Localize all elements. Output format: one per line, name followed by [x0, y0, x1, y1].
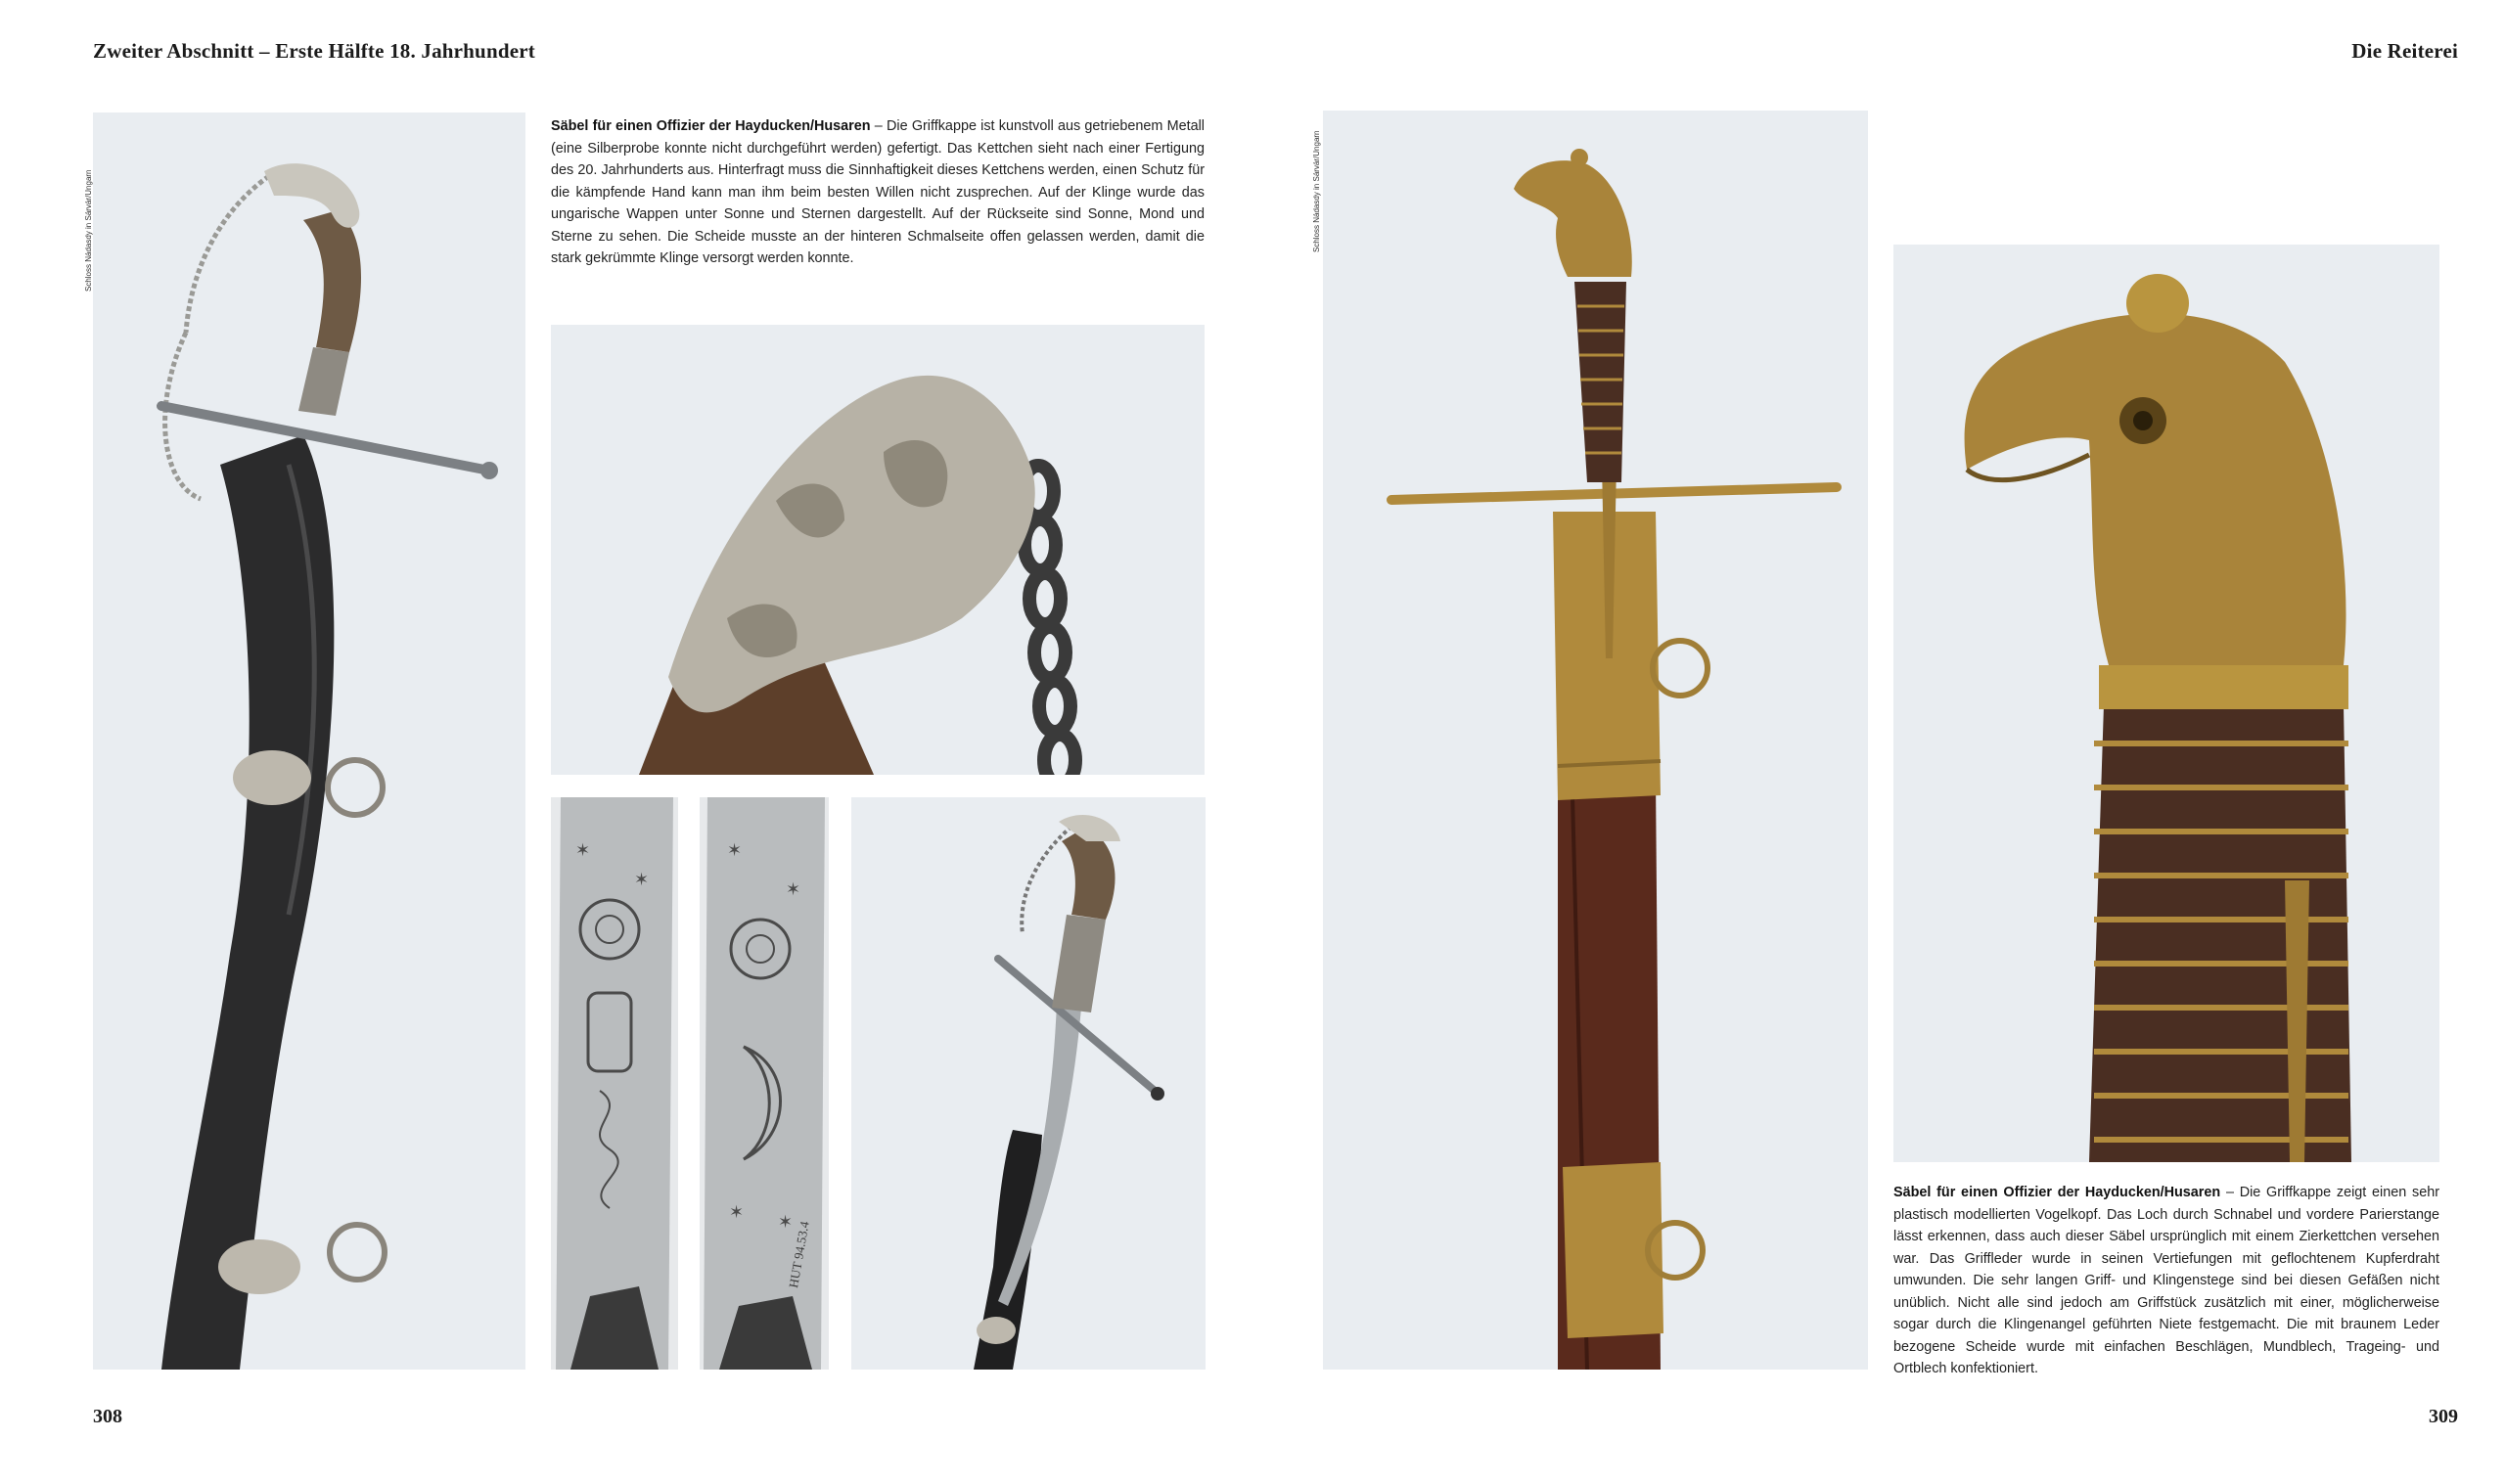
svg-text:✶: ✶	[727, 840, 743, 860]
svg-text:✶: ✶	[786, 879, 801, 899]
photo-saber-full	[93, 112, 525, 1370]
eagle-head-detail-illustration	[1893, 245, 2439, 1162]
photo-pommel-detail	[551, 325, 1205, 775]
photo-eagle-head-detail	[1893, 245, 2439, 1162]
caption-left-body: – Die Griffkappe ist kunstvoll aus getriebenem Metall (eine Silberprobe konnte nicht durchgeführt werden) gefertigt. Das Kettchen sieht nach einer Fertigung des 20. Jahrhunderts aus. Hinterfragt muss die Sinnhaftigkeit dieses Kettchens werden, einen Schutz für die kämpfende Hand kann man ihm beim besten Willen nicht zusprechen. Auf der Klinge wurde das ungarische Wappen unter Sonne und Sternen dargestellt. Auf der Rückseite sind Sonne, Mond und Sterne zu sehen. Die Scheide musste an der hinteren Schmalseite offen gelassen werden, damit die stark gekrümmte Klinge versorgt werden konnte.	[551, 118, 1205, 266]
pommel-detail-illustration	[551, 325, 1205, 775]
photo-blade-engraving-back	[700, 797, 829, 1370]
running-head-right: Die Reiterei	[2351, 39, 2458, 63]
running-head-left: Zweiter Abschnitt – Erste Hälfte 18. Jahrhundert	[93, 39, 535, 63]
photo-saber-drawn	[851, 797, 1206, 1370]
caption-left-title: Säbel für einen Offizier der Hayducken/Husaren	[551, 118, 871, 134]
caption-left	[551, 115, 1205, 270]
svg-text:✶: ✶	[634, 870, 650, 889]
blade-front-illustration	[551, 797, 678, 1370]
photo-credit-left: Schloss Nádasdy in Sárvár/Ungarn	[84, 169, 93, 292]
page-number-right: 309	[2429, 1406, 2458, 1427]
svg-text:✶: ✶	[575, 840, 591, 860]
svg-text:✶: ✶	[729, 1202, 745, 1222]
saber-drawn-illustration	[851, 797, 1206, 1370]
eagle-saber-full-illustration	[1323, 111, 1868, 1370]
caption-right	[1893, 1182, 2439, 1380]
saber-full-illustration	[93, 112, 525, 1370]
caption-right-title: Säbel für einen Offizier der Hayducken/Husaren	[1893, 1185, 2221, 1200]
photo-credit-right: Schloss Nádasdy in Sárvár/Ungarn	[1312, 130, 1321, 252]
blade-back-illustration	[700, 797, 829, 1370]
page-number-left: 308	[93, 1406, 122, 1427]
svg-text:✶: ✶	[778, 1212, 794, 1232]
photo-blade-engraving-front	[551, 797, 678, 1370]
blade-inscription: HUT 94.53.4	[786, 1220, 812, 1289]
photo-eagle-saber-full	[1323, 111, 1868, 1370]
caption-right-body: – Die Griffkappe zeigt einen sehr plastisch modellierten Vogelkopf. Das Loch durch Schnabel und vordere Parierstange lässt erkennen, dass auch dieser Säbel ursprünglich mit einem Zierkettchen versehen war. Das Griffleder wurde in seinen Vertiefungen mit geflochtenem Kupferdraht umwunden. Die sehr langen Griff- und Klingenstege sind bei diesen Gefäßen nicht unüblich. Nicht alle sind jedoch am Griffstück zusätzlich mit einer, möglicherweise sogar durch die Klingenangel geführten Niete festgemacht. Die mit braunem Leder bezogene Scheide wurde mit einfachen Beschlägen, Mundblech, Trageing- und Ortblech konfektioniert.	[1893, 1185, 2440, 1376]
